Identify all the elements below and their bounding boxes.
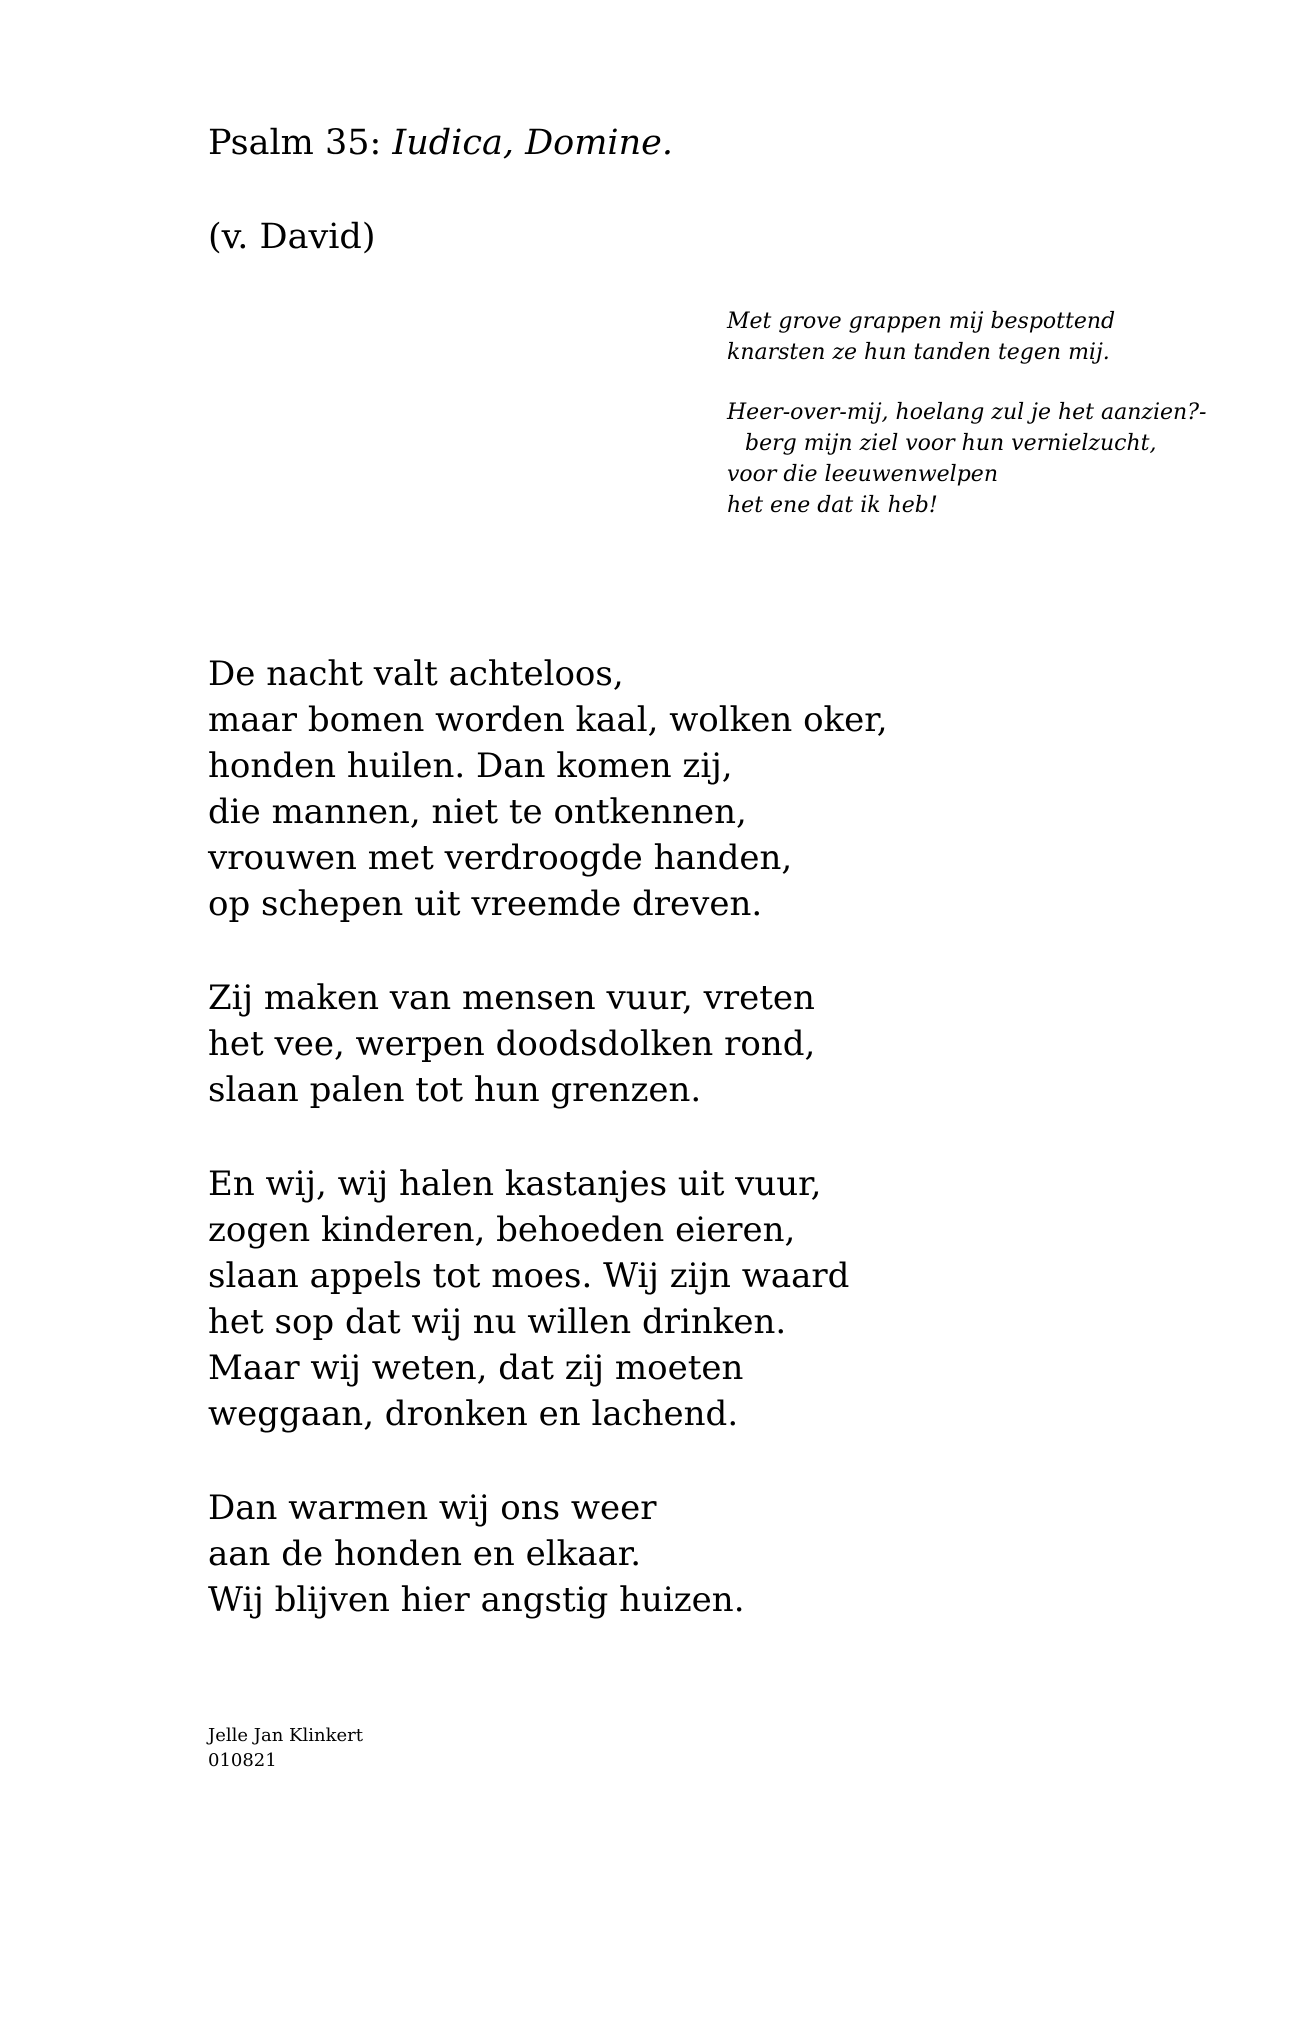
poem-line: het vee, werpen doodsdolken rond,: [208, 1024, 816, 1064]
poem-line: zogen kinderen, behoeden eieren,: [208, 1210, 796, 1250]
poem-line: aan de honden en elkaar.: [208, 1534, 642, 1574]
attribution: (v. David): [208, 217, 376, 257]
title-prefix: Psalm 35:: [208, 123, 393, 163]
signature-date: 010821: [208, 1750, 277, 1771]
poem-line: op schepen uit vreemde dreven.: [208, 884, 763, 924]
epigraph: [727, 306, 1227, 521]
author-name: Jelle Jan Klinkert: [208, 1725, 363, 1746]
epigraph-line: knarsten ze hun tanden tegen mij.: [727, 340, 1110, 365]
epigraph-line: het ene dat ik heb!: [727, 493, 938, 518]
poem-stanza-1: [208, 651, 1208, 927]
poem-line: Wij blijven hier angstig huizen.: [208, 1580, 745, 1620]
title-latin-incipit: Iudica, Domine.: [392, 123, 673, 163]
poem-stanza-2: [208, 975, 1208, 1113]
signature-block: [208, 1723, 363, 1773]
epigraph-line: Met grove grappen mij bespottend: [727, 309, 1116, 334]
poem-line: maar bomen worden kaal, wolken oker,: [208, 700, 888, 740]
epigraph-line: Heer-over-mij, hoelang zul je het aanzien?-: [727, 400, 1207, 425]
poem-line: vrouwen met verdroogde handen,: [208, 838, 793, 878]
epigraph-line: voor die leeuwenwelpen: [727, 462, 998, 487]
poem-line: slaan palen tot hun grenzen.: [208, 1070, 702, 1110]
poem-line: slaan appels tot moes. Wij zijn waard: [208, 1256, 850, 1296]
poem-body: [208, 651, 1208, 1671]
poem-stanza-4: [208, 1485, 1208, 1623]
poem-title: [208, 118, 673, 168]
poem-line: Maar wij weten, dat zij moeten: [208, 1348, 744, 1388]
poem-line: En wij, wij halen kastanjes uit vuur,: [208, 1164, 822, 1204]
poem-stanza-3: [208, 1161, 1208, 1437]
poem-line: die mannen, niet te ontkennen,: [208, 792, 747, 832]
epigraph-stanza-break: [727, 368, 1227, 397]
poem-line: Zij maken van mensen vuur, vreten: [208, 978, 815, 1018]
epigraph-line: berg mijn ziel voor hun vernielzucht,: [745, 431, 1157, 456]
poem-line: het sop dat wij nu willen drinken.: [208, 1302, 787, 1342]
poem-line: weggaan, dronken en lachend.: [208, 1394, 739, 1434]
poem-line: honden huilen. Dan komen zij,: [208, 746, 733, 786]
poem-line: De nacht valt achteloos,: [208, 654, 624, 694]
poem-line: Dan warmen wij ons weer: [208, 1488, 657, 1528]
